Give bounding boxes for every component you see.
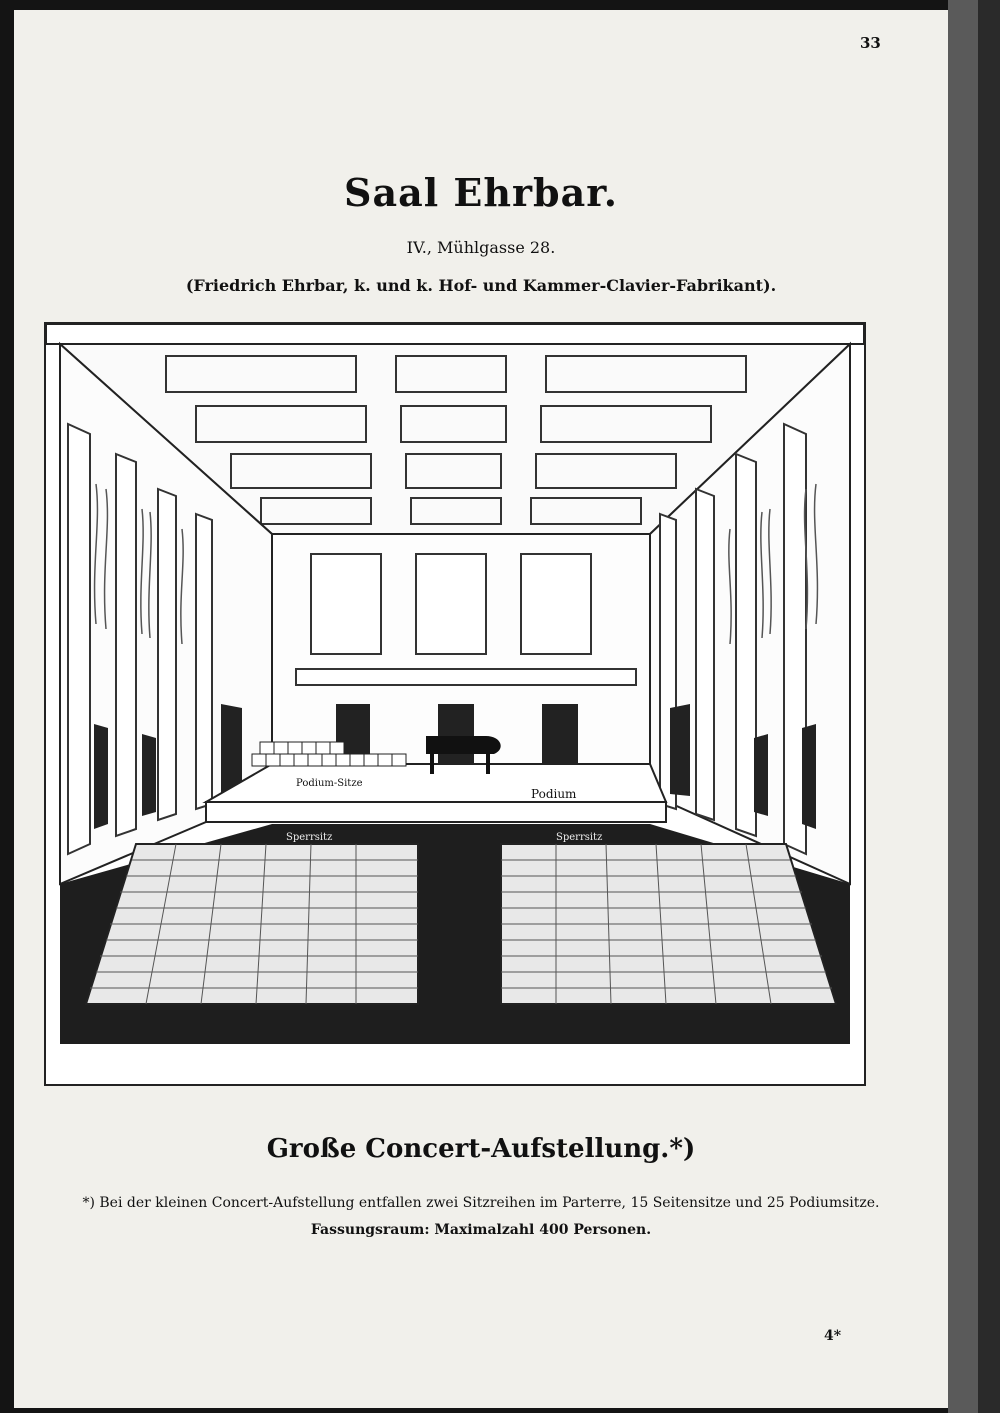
page-title: Saal Ehrbar. [344,170,618,215]
book-page [14,10,948,1408]
podium-seats-label: Podium-Sitze [296,778,363,789]
book-spine [948,0,978,1413]
right-stalls-label: Sperrsitz [556,832,603,843]
footnote: *) Bei der kleinen Concert-Aufstellung entfallen zwei Sitzreihen im Parterre, 15 Seitensitze und 25 Podiumsitze. [82,1195,880,1211]
bleed-through-text [14,88,948,162]
hall-drawing [46,324,864,1084]
page-number: 33 [860,34,881,52]
figure-caption: Große Concert-Aufstellung.*) [266,1134,696,1164]
capacity-line: Fassungsraum: Maximalzahl 400 Personen. [310,1222,652,1238]
book-edge [978,0,1000,1413]
left-stalls-label: Sperrsitz [286,832,333,843]
signature-mark: 4* [824,1328,842,1344]
podium-label: Podium [531,787,577,801]
hall-illustration [44,322,866,1086]
address-line: IV., Mühlgasse 28. [406,238,556,257]
owner-line: (Friedrich Ehrbar, k. und k. Hof- und Kammer-Clavier-Fabrikant). [185,276,777,295]
